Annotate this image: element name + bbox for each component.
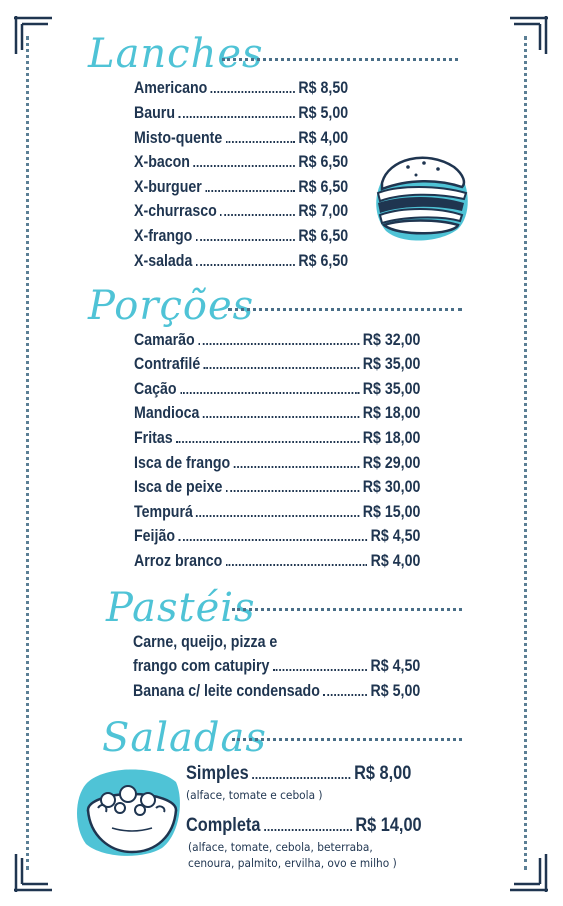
leader-dots xyxy=(196,264,295,266)
menu-item xyxy=(134,453,420,473)
corner-ornament-top-left xyxy=(12,14,56,58)
menu-item xyxy=(134,201,348,221)
item-price: R$ 6,50 xyxy=(298,153,349,171)
menu-item xyxy=(134,177,348,197)
menu-item xyxy=(134,502,420,522)
item-name: X-burguer xyxy=(134,178,202,196)
leader-dots xyxy=(226,490,360,492)
item-price: R$ 4,50 xyxy=(370,527,421,545)
item-price: R$ 29,00 xyxy=(362,454,421,472)
menu-item xyxy=(134,226,348,246)
item-price: R$ 30,00 xyxy=(362,478,421,496)
item-name: Arroz branco xyxy=(134,552,223,570)
leader-dots xyxy=(220,214,295,216)
item-name: Cação xyxy=(134,380,177,398)
menu-item xyxy=(134,152,348,172)
menu-item xyxy=(186,816,422,836)
menu-item xyxy=(134,78,348,98)
item-name: frango com catupiry xyxy=(133,657,270,675)
corner-ornament-top-right xyxy=(506,14,550,58)
item-name: Contrafilé xyxy=(134,355,201,373)
menu-item xyxy=(134,403,420,423)
item-price: R$ 6,50 xyxy=(298,252,349,270)
menu-item xyxy=(133,656,420,676)
leader-dots xyxy=(204,367,360,369)
leader-dots xyxy=(176,441,359,443)
item-name: X-churrasco xyxy=(134,202,217,220)
item-price: R$ 8,50 xyxy=(298,79,349,97)
item-price: R$ 35,00 xyxy=(362,355,421,373)
leader-dots xyxy=(178,116,295,118)
menu-item xyxy=(134,526,420,546)
item-name: X-bacon xyxy=(134,153,190,171)
item-price: R$ 6,50 xyxy=(298,178,349,196)
item-description: (alface, tomate e cebola ) xyxy=(186,788,323,802)
item-name: Isca de peixe xyxy=(134,478,223,496)
leader-dots xyxy=(234,466,360,468)
leader-dots xyxy=(196,239,295,241)
menu-item xyxy=(134,354,420,374)
item-description: cenoura, palmito, ervilha, ovo e milho ) xyxy=(188,856,397,870)
menu-item xyxy=(134,128,348,148)
menu-item xyxy=(133,681,420,701)
section-title-lanches: Lanches xyxy=(88,31,264,77)
item-name: Simples xyxy=(186,763,249,784)
title-divider-saladas xyxy=(232,738,462,741)
leader-dots xyxy=(205,190,295,192)
menu-item xyxy=(134,551,420,571)
item-description: (alface, tomate, cebola, beterraba, xyxy=(188,840,373,854)
leader-dots xyxy=(198,343,359,345)
section-title-pasteis: Pastéis xyxy=(106,585,256,631)
leader-dots xyxy=(178,539,367,541)
item-name: Bauru xyxy=(134,104,175,122)
menu-item xyxy=(186,764,411,784)
item-price: R$ 8,00 xyxy=(354,763,412,784)
item-price: R$ 7,00 xyxy=(298,202,349,220)
title-divider-porcoes xyxy=(228,308,462,311)
item-name: Americano xyxy=(134,79,208,97)
menu-item xyxy=(134,379,420,399)
leader-dots xyxy=(196,515,359,517)
item-name: Mandioca xyxy=(134,404,200,422)
item-price: R$ 18,00 xyxy=(362,404,421,422)
item-name: X-salada xyxy=(134,252,193,270)
leader-dots xyxy=(273,669,367,671)
item-name: Camarão xyxy=(134,331,195,349)
item-name: Tempurá xyxy=(134,503,193,521)
leader-dots xyxy=(193,165,295,167)
item-price: R$ 6,50 xyxy=(298,227,349,245)
leader-dots xyxy=(264,829,352,831)
item-name: Isca de frango xyxy=(134,454,231,472)
item-name-line1: Carne, queijo, pizza e xyxy=(133,633,278,651)
item-name: Fritas xyxy=(134,429,173,447)
item-price: R$ 35,00 xyxy=(362,380,421,398)
corner-ornament-bottom-right xyxy=(506,850,550,894)
frame-left-border xyxy=(26,36,29,870)
title-divider-lanches xyxy=(222,58,458,61)
item-name: X-frango xyxy=(134,227,193,245)
item-price: R$ 32,00 xyxy=(362,331,421,349)
item-price: R$ 4,50 xyxy=(370,657,421,675)
item-name: Misto-quente xyxy=(134,129,223,147)
item-price: R$ 4,00 xyxy=(370,552,421,570)
leader-dots xyxy=(226,141,295,143)
title-divider-pasteis xyxy=(232,608,462,611)
item-name: Feijão xyxy=(134,527,176,545)
section-title-saladas: Saladas xyxy=(102,715,267,761)
leader-dots xyxy=(252,777,351,779)
leader-dots xyxy=(180,392,359,394)
leader-dots xyxy=(211,91,295,93)
section-title-porcoes: Porções xyxy=(88,283,255,329)
menu-item xyxy=(134,330,420,350)
corner-ornament-bottom-left xyxy=(12,850,56,894)
menu-item xyxy=(134,103,348,123)
item-price: R$ 15,00 xyxy=(362,503,421,521)
menu-item xyxy=(134,477,420,497)
item-price: R$ 5,00 xyxy=(370,682,421,700)
menu-item xyxy=(134,251,348,271)
leader-dots xyxy=(323,694,367,696)
item-price: R$ 5,00 xyxy=(298,104,349,122)
item-price: R$ 18,00 xyxy=(362,429,421,447)
item-name: Banana c/ leite condensado xyxy=(133,682,320,700)
item-price: R$ 4,00 xyxy=(298,129,349,147)
item-name: Completa xyxy=(186,815,261,836)
salad-bowl-illustration xyxy=(72,764,184,860)
menu-item xyxy=(134,428,420,448)
leader-dots xyxy=(226,564,367,566)
leader-dots xyxy=(203,416,359,418)
frame-right-border xyxy=(524,36,527,870)
item-price: R$ 14,00 xyxy=(355,815,422,836)
burger-illustration xyxy=(368,145,476,245)
